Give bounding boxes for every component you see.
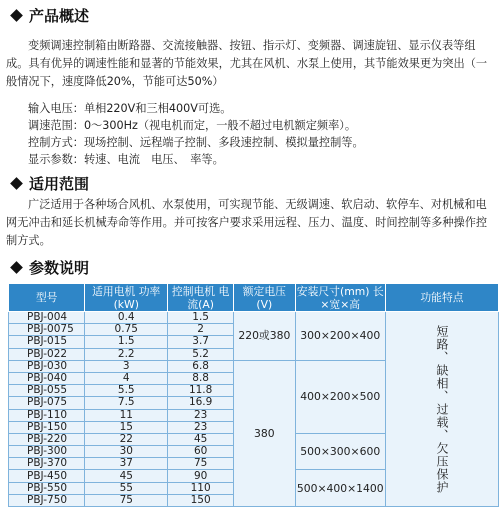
header-voltage: 额定电压 (V) <box>234 284 295 312</box>
table-header-row <box>9 284 499 312</box>
overview-paragraph: 变频调速控制箱由断路器、交流接触器、按钮、指示灯、变频器、调速旋钮、显示仪表等组成。具有优异的调速性能和显著的节能效果，尤其在风机、水泵上使用，其节能效果更为突出（一般情况下，速度降低20%，节能可达50%） <box>6 39 488 88</box>
header-power: 适用电机 功率(kW) <box>85 284 168 312</box>
diamond-bullet-icon <box>10 177 23 190</box>
cell-model: PBJ-150 <box>9 421 85 433</box>
cell-power: 15 <box>85 421 168 433</box>
cell-size-group: 300×200×400 <box>295 312 385 361</box>
cell-power: 75 <box>85 494 168 506</box>
cell-model: PBJ-075 <box>9 397 85 409</box>
section-title-params <box>8 257 89 278</box>
section-title-overview <box>8 5 89 26</box>
header-feature: 功能特点 <box>385 284 498 312</box>
cell-model: PBJ-040 <box>9 372 85 384</box>
cell-power: 37 <box>85 458 168 470</box>
cell-power: 3 <box>85 360 168 372</box>
header-current: 控制电机 电流(A) <box>168 284 234 312</box>
scope-paragraph: 广泛适用于各种场合风机、水泵使用，可实现节能、无级调速、软启动、软停车、对机械和电网无冲击和延长机械寿命等作用。并可按客户要求采用远程、压力、温度、时间控制等多种操作控制方式。 <box>6 198 488 247</box>
spec-line-display: 显示参数：转速、电流 电压、 率等。 <box>28 153 224 166</box>
cell-current: 150 <box>168 494 234 506</box>
cell-model: PBJ-055 <box>9 385 85 397</box>
scope-title: 适用范围 <box>29 175 90 193</box>
cell-model: PBJ-0075 <box>9 324 85 336</box>
cell-power: 55 <box>85 482 168 494</box>
cell-size-group: 500×400×1400 <box>295 470 385 507</box>
cell-current: 90 <box>168 470 234 482</box>
cell-current: 45 <box>168 433 234 445</box>
cell-power: 45 <box>85 470 168 482</box>
cell-power: 11 <box>85 409 168 421</box>
cell-current: 60 <box>168 446 234 458</box>
cell-current: 23 <box>168 421 234 433</box>
cell-model: PBJ-030 <box>9 360 85 372</box>
cell-current: 75 <box>168 458 234 470</box>
table-row <box>9 312 499 324</box>
cell-current: 6.8 <box>168 360 234 372</box>
cell-power: 22 <box>85 433 168 445</box>
cell-current: 5.2 <box>168 348 234 360</box>
header-size: 安装尺寸(mm) 长×宽×高 <box>296 284 384 311</box>
params-title: 参数说明 <box>29 259 90 277</box>
cell-current: 1.5 <box>168 312 234 324</box>
cell-model: PBJ-370 <box>9 458 85 470</box>
cell-voltage-group: 380 <box>234 360 295 506</box>
cell-current: 3.7 <box>168 336 234 348</box>
section-title-scope <box>8 173 89 194</box>
params-table <box>8 283 499 507</box>
cell-model: PBJ-750 <box>9 494 85 506</box>
cell-current: 11.8 <box>168 385 234 397</box>
cell-power: 7.5 <box>85 397 168 409</box>
overview-title: 产品概述 <box>29 7 90 25</box>
spec-line-speed-range: 调速范围：0～300Hz（视电机而定，一般不超过电机额定频率）。 <box>28 119 357 132</box>
cell-current: 23 <box>168 409 234 421</box>
cell-power: 5.5 <box>85 385 168 397</box>
header-model: 型号 <box>9 284 85 312</box>
cell-model: PBJ-004 <box>9 312 85 324</box>
cell-model: PBJ-300 <box>9 446 85 458</box>
cell-current: 16.9 <box>168 397 234 409</box>
cell-feature <box>385 312 498 507</box>
cell-model: PBJ-220 <box>9 433 85 445</box>
cell-model: PBJ-550 <box>9 482 85 494</box>
cell-model: PBJ-022 <box>9 348 85 360</box>
spec-line-input-voltage: 输入电压：单相220V和三相400V可选。 <box>28 102 232 115</box>
cell-size-group: 500×300×600 <box>295 433 385 470</box>
cell-power: 1.5 <box>85 336 168 348</box>
cell-current: 110 <box>168 482 234 494</box>
cell-model: PBJ-450 <box>9 470 85 482</box>
cell-voltage-group: 220或380 <box>234 312 295 361</box>
feature-text: 短路、缺相、过载、欠压保护 <box>434 324 449 494</box>
cell-power: 2.2 <box>85 348 168 360</box>
cell-power: 4 <box>85 372 168 384</box>
diamond-bullet-icon <box>10 9 23 22</box>
diamond-bullet-icon <box>10 261 23 274</box>
cell-model: PBJ-015 <box>9 336 85 348</box>
cell-size-group: 400×200×500 <box>295 360 385 433</box>
spec-line-control-mode: 控制方式：现场控制、远程端子控制、多段速控制、模拟量控制等。 <box>28 136 364 149</box>
cell-current: 2 <box>168 324 234 336</box>
cell-power: 30 <box>85 446 168 458</box>
cell-model: PBJ-110 <box>9 409 85 421</box>
cell-current: 8.8 <box>168 372 234 384</box>
cell-power: 0.4 <box>85 312 168 324</box>
cell-power: 0.75 <box>85 324 168 336</box>
